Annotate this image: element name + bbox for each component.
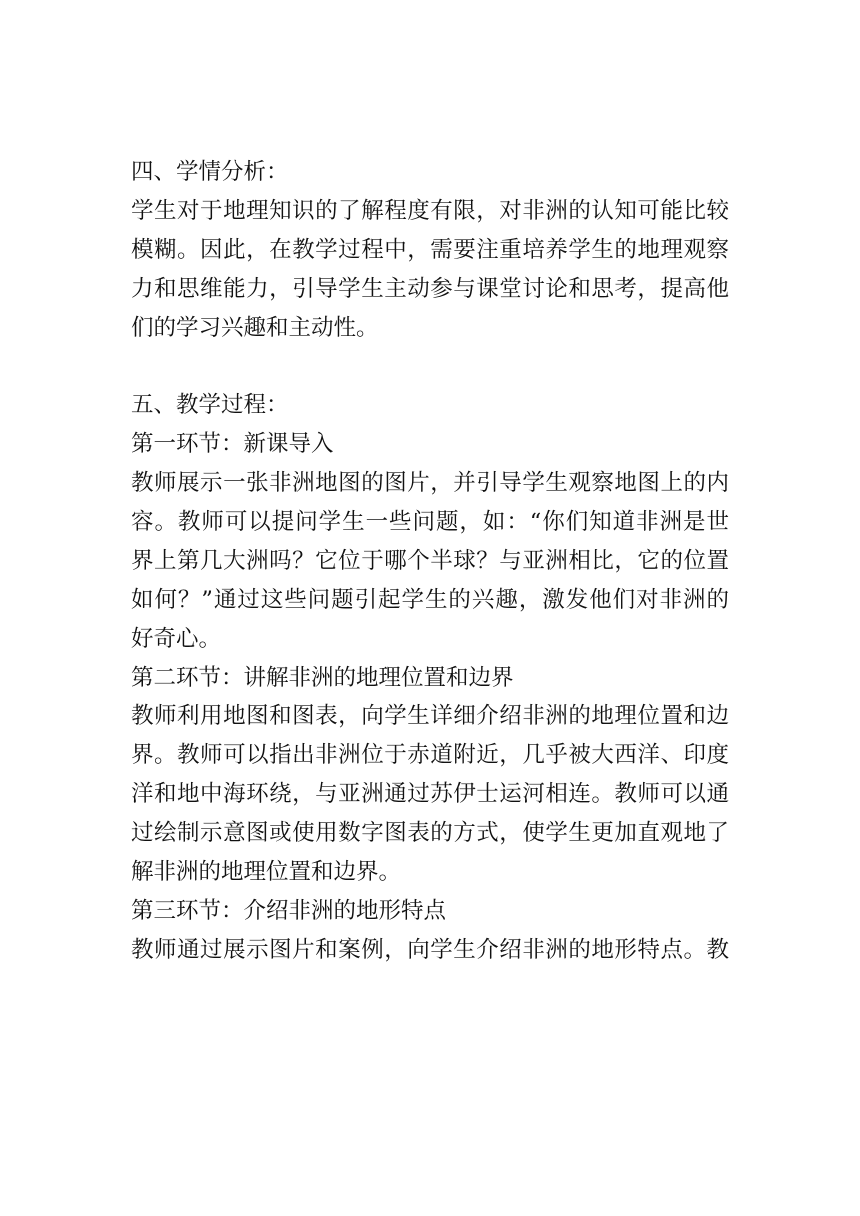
paragraph-line: 容。教师可以提问学生一些问题，如：“你们知道非洲是世	[131, 509, 729, 536]
paragraph-line: 界。教师可以指出非洲位于赤道附近，几乎被大西洋、印度	[131, 742, 729, 769]
section-heading: 四、学情分析：	[131, 159, 289, 185]
paragraph-line: 学生对于地理知识的了解程度有限，对非洲的认知可能比较	[131, 197, 729, 224]
section-heading: 五、教学过程：	[131, 392, 289, 419]
subsection-title: 第一环节：新课导入	[131, 431, 334, 458]
paragraph-line: 教师展示一张非洲地图的图片，并引导学生观察地图上的内	[131, 470, 729, 497]
paragraph-line: 如何？”通过这些问题引起学生的兴趣，激发他们对非洲的	[131, 586, 729, 613]
document-page	[131, 153, 729, 970]
section-spacer	[131, 347, 729, 386]
paragraph-line: 解非洲的地理位置和边界。	[131, 859, 402, 886]
subsection-title: 第三环节：介绍非洲的地形特点	[131, 897, 447, 924]
paragraph-line: 模糊。因此，在教学过程中，需要注重培养学生的地理观察	[131, 236, 729, 263]
subsection-title: 第二环节：讲解非洲的地理位置和边界	[131, 664, 514, 691]
paragraph-line: 洋和地中海环绕，与亚洲通过苏伊士运河相连。教师可以通	[131, 781, 729, 808]
paragraph-line: 过绘制示意图或使用数字图表的方式，使学生更加直观地了	[131, 820, 729, 847]
paragraph-line: 好奇心。	[131, 625, 222, 652]
paragraph-line: 力和思维能力，引导学生主动参与课堂讨论和思考，提高他	[131, 275, 729, 302]
paragraph-line: 们的学习兴趣和主动性。	[131, 314, 379, 341]
paragraph-line: 教师通过展示图片和案例，向学生介绍非洲的地形特点。教	[131, 936, 729, 963]
paragraph-line: 界上第几大洲吗？它位于哪个半球？与亚洲相比，它的位置	[131, 547, 729, 574]
paragraph-line: 教师利用地图和图表，向学生详细介绍非洲的地理位置和边	[131, 703, 729, 730]
